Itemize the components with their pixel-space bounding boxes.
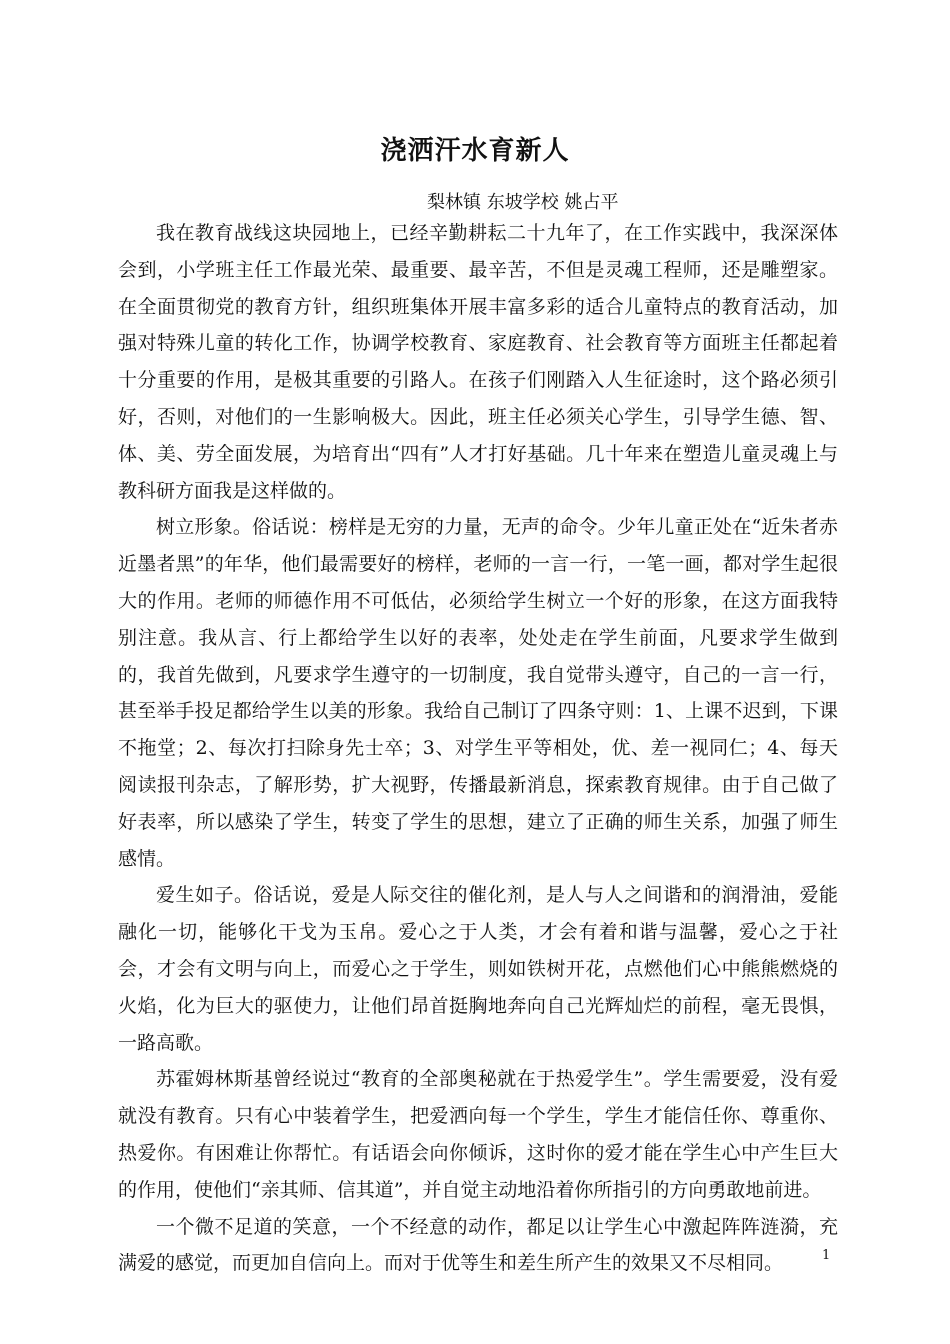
- document-body: [118, 215, 838, 1282]
- paragraph-5: 一个微不足道的笑意，一个不经意的动作，都足以让学生心中激起阵阵涟漪，充满爱的感觉，而更加自信向上。而对于优等生和差生所产生的效果又不尽相同。: [118, 1215, 838, 1275]
- document-title: 浇洒汗水育新人: [380, 136, 570, 166]
- page-number: 1: [822, 1248, 831, 1263]
- paragraph-2: 树立形象。俗话说：榜样是无穷的力量，无声的命令。少年儿童正处在“近朱者赤近墨者黑”的年华，他们最需要好的榜样，老师的一言一行，一笔一画，都对学生起很大的作用。老师的师德作用不可低估，必须给学生树立一个好的形象，在这方面我特别注意。我从言、行上都给学生以好的表率，处处走在学生前面，凡要求学生做到的，我首先做到，凡要求学生遵守的一切制度，我自觉带头遵守，自己的一言一行，甚至举手投足都给学生以美的形象。我给自己制订了四条守则：1、上课不迟到，下课不拖堂；2、每次打扫除身先士卒；3、对学生平等相处，优、差一视同仁；4、每天阅读报刊杂志，了解形势，扩大视野，传播最新消息，探索教育规律。由于自己做了好表率，所以感染了学生，转变了学生的思想，建立了正确的师生关系，加强了师生感情。: [118, 516, 838, 870]
- paragraph-1: 我在教育战线这块园地上，已经辛勤耕耘二十九年了，在工作实践中，我深深体会到，小学班主任工作最光荣、最重要、最辛苦，不但是灵魂工程师，还是雕塑家。在全面贯彻党的教育方针，组织班集体开展丰富多彩的适合儿童特点的教育活动，加强对特殊儿童的转化工作，协调学校教育、家庭教育、社会教育等方面班主任都起着十分重要的作用，是极其重要的引路人。在孩子们刚踏入人生征途时，这个路必须引好，否则，对他们的一生影响极大。因此，班主任必须关心学生，引导学生德、智、体、美、劳全面发展，为培育出“四有”人才打好基础。几十年来在塑造儿童灵魂上与教科研方面我是这样做的。: [118, 222, 838, 502]
- paragraph-3: 爱生如子。俗话说，爱是人际交往的催化剂，是人与人之间谐和的润滑油，爱能融化一切，能够化干戈为玉帛。爱心之于人类，才会有着和谐与温馨，爱心之于社会，才会有文明与向上，而爱心之于学生，则如铁树开花，点燃他们心中熊熊燃烧的火焰，化为巨大的驱使力，让他们昂首挺胸地奔向自己光辉灿烂的前程，毫无畏惧，一路高歌。: [118, 884, 838, 1054]
- author-byline: 梨林镇 东坡学校 姚占平: [427, 192, 619, 213]
- paragraph-4: 苏霍姆林斯基曾经说过“教育的全部奥秘就在于热爱学生”。学生需要爱，没有爱就没有教育。只有心中装着学生，把爱洒向每一个学生，学生才能信任你、尊重你、热爱你。有困难让你帮忙。有话语会向你倾诉，这时你的爱才能在学生心中产生巨大的作用，使他们“亲其师、信其道”，并自觉主动地沿着你所指引的方向勇敢地前进。: [118, 1068, 838, 1201]
